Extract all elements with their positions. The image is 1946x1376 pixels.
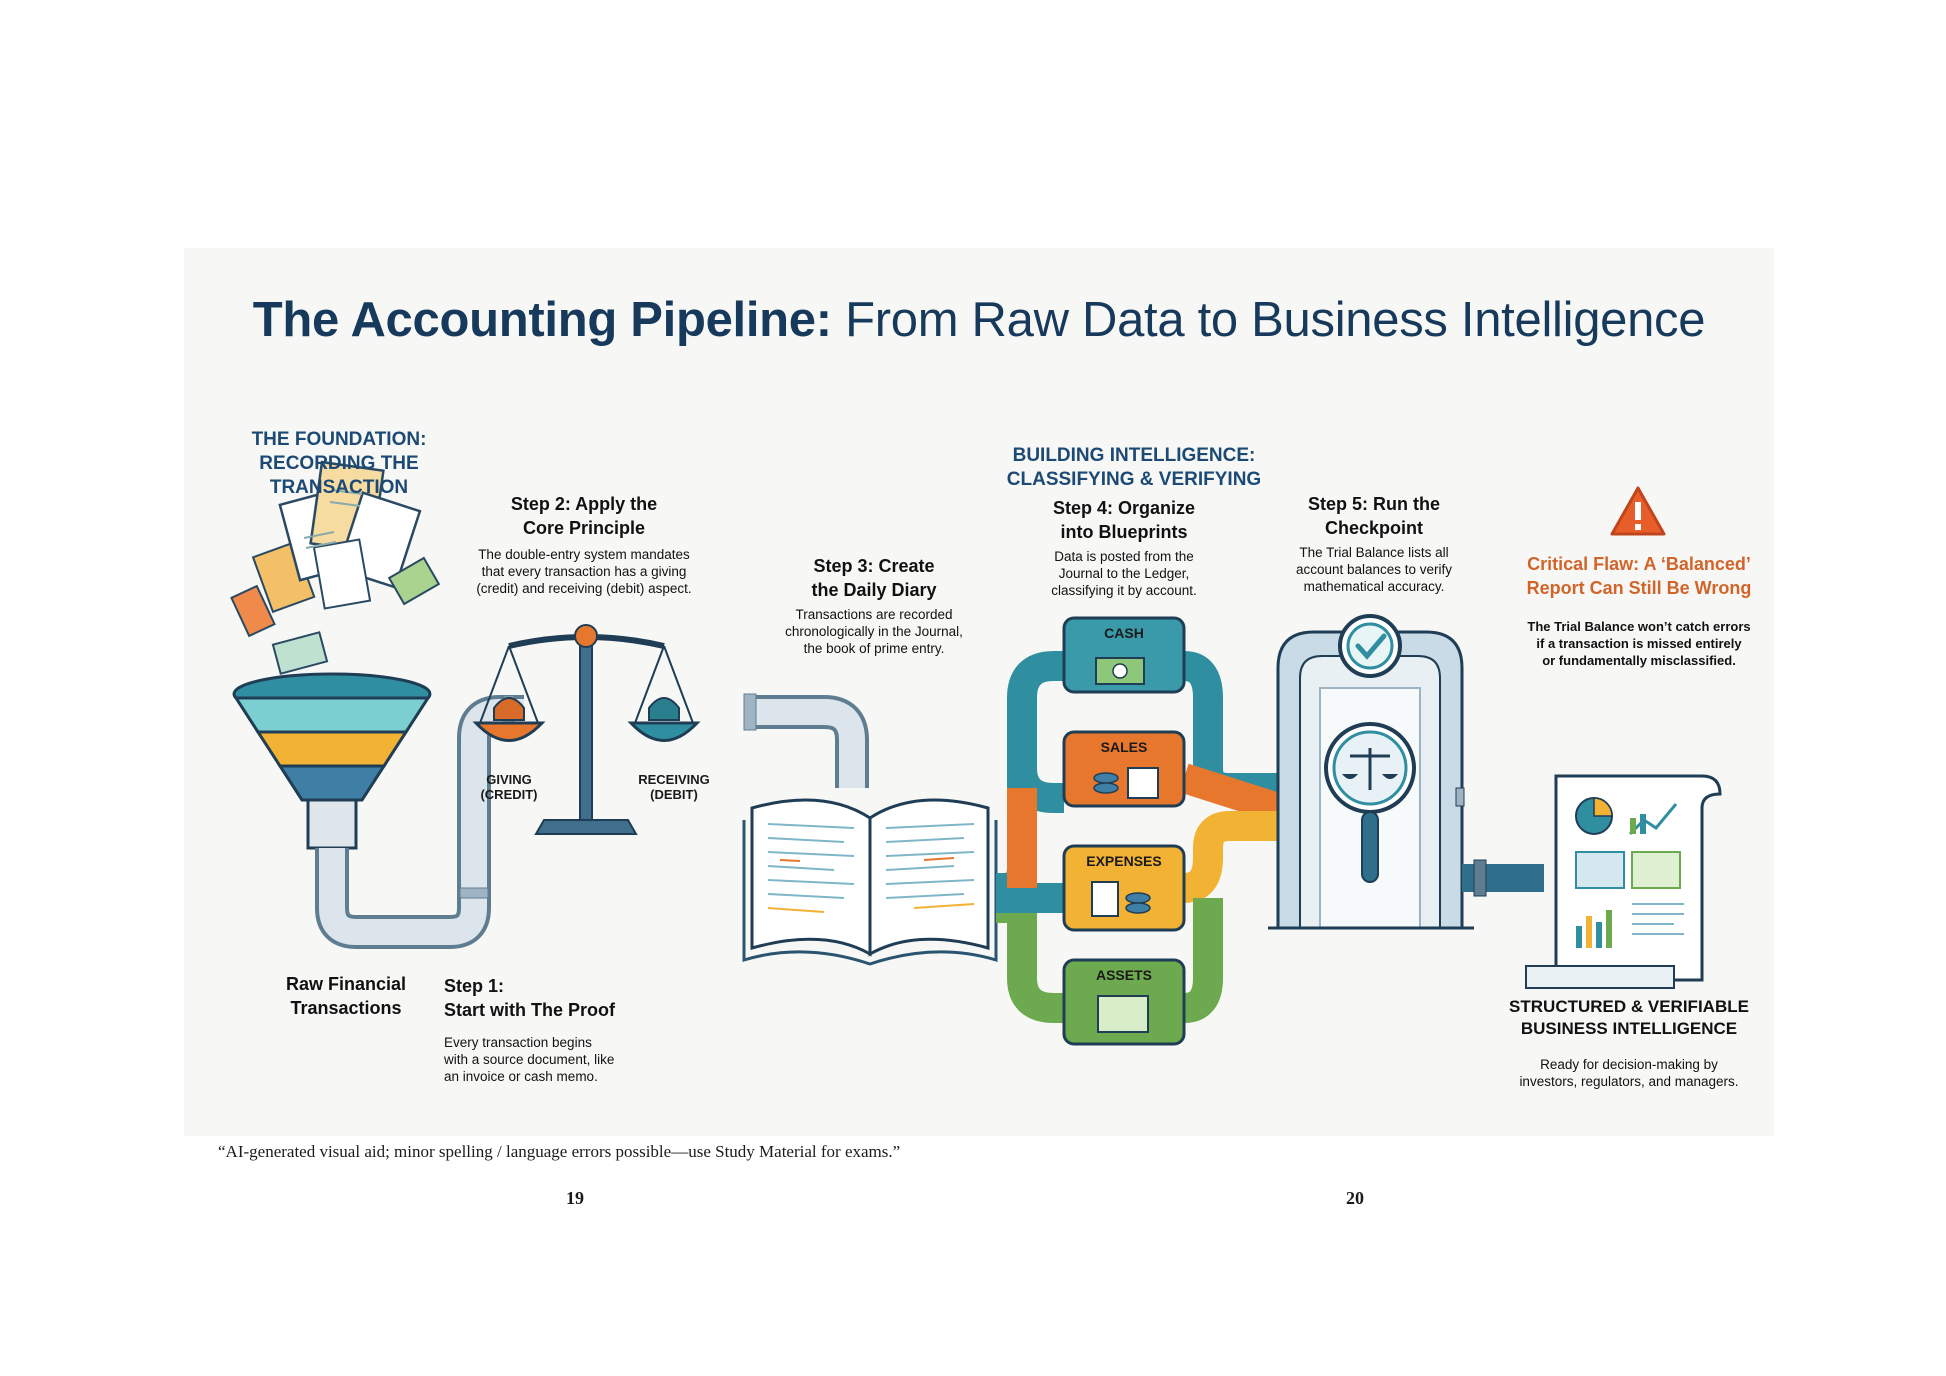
critical-flaw-desc [1504,618,1774,669]
title-strong: The Accounting Pipeline: [252,293,832,347]
section-foundation-line: RECORDING THE [259,453,419,474]
step-desc-line: Journal to the Ledger, [1058,566,1190,581]
step-title-line: Step 3: Create [813,556,935,576]
title-rest: From Raw Data to Business Intelligence [845,293,1706,347]
warning-icon [1612,488,1664,534]
ledger-label-assets: ASSETS [1095,967,1153,983]
checkpoint-gate-icon [1268,616,1474,928]
ledger-account-cash [1064,618,1184,692]
scale-label-line: (DEBIT) [650,787,698,802]
step-4-title [1024,496,1224,544]
scale-label-line: GIVING [486,772,532,787]
step-title-line: Core Principle [522,518,646,538]
ledger-pipes [996,666,1278,1008]
step-title-line: Start with The Proof [444,1000,615,1020]
step-desc-line: the book of prime entry. [803,641,945,656]
section-foundation-line: TRANSACTION [269,477,409,498]
step-desc-line: chronologically in the Journal, [785,624,963,639]
ledger-account-sales [1064,732,1184,806]
journal-book-icon [744,800,996,964]
scale-debit-label [624,772,724,802]
flaw-desc-line: if a transaction is missed entirely [1536,636,1742,651]
step-desc-line: account balances to verify [1295,562,1453,577]
step-title-line: Checkpoint [1324,518,1423,538]
raw-label-line: Raw Financial [285,974,407,994]
section-foundation-line: THE FOUNDATION: [251,429,427,450]
outcome-desc-line: investors, regulators, and managers. [1519,1074,1739,1089]
funnel-icon [234,674,430,848]
step-2-desc [454,546,714,597]
infographic-panel [184,248,1774,1136]
flaw-desc-line: The Trial Balance won’t catch errors [1527,619,1751,634]
step-desc-line: with a source document, like [444,1052,615,1067]
step-1-title [444,974,684,1022]
step-4-desc [1014,548,1234,599]
critical-flaw-title [1504,552,1774,600]
flaw-desc-line: or fundamentally misclassified. [1542,653,1736,668]
step-2-title [474,492,694,540]
report-document-icon [1526,776,1720,988]
ledger-label-expenses: EXPENSES [1086,853,1162,869]
page-number-right: 20 [1346,1188,1364,1208]
ledger-account-expenses [1064,846,1184,930]
step-title-line: Step 4: Organize [1052,498,1196,518]
step-desc-line: that every transaction has a giving [481,564,687,579]
step-title-line: the Daily Diary [811,580,937,600]
section-building-line: CLASSIFYING & VERIFYING [1006,469,1262,490]
ledger-label-sales: SALES [1100,739,1148,755]
ai-disclaimer-note: “AI-generated visual aid; minor spelling / language errors possible—use Study Material for exams.” [218,1142,901,1161]
step-desc-line: The double-entry system mandates [478,547,690,562]
ledger-label-cash: CASH [1104,625,1144,641]
outcome-desc [1484,1056,1774,1090]
scale-label-line: (CREDIT) [480,787,538,802]
step-desc-line: mathematical accuracy. [1303,579,1445,594]
step-desc-line: Data is posted from the [1054,549,1194,564]
ledger-account-assets [1064,960,1184,1044]
flaw-title-line: Report Can Still Be Wrong [1526,578,1752,598]
flaw-title-line: Critical Flaw: A ‘Balanced’ [1527,554,1751,574]
outcome-desc-line: Ready for decision-making by [1540,1057,1718,1072]
step-desc-line: Every transaction begins [444,1035,592,1050]
outcome-title-line: BUSINESS INTELLIGENCE [1520,1019,1738,1038]
raw-transactions-label [266,972,426,1020]
outcome-title [1484,996,1774,1040]
section-foundation [204,428,474,500]
step-desc-line: an invoice or cash memo. [444,1069,598,1084]
step-title-line: Step 1: [444,976,505,996]
step-5-title [1274,492,1474,540]
step-desc-line: (credit) and receiving (debit) aspect. [476,581,692,596]
scale-credit-label [464,772,554,802]
step-desc-line: Transactions are recorded [795,607,953,622]
section-building [984,444,1284,492]
step-title-line: into Blueprints [1060,522,1188,542]
outcome-title-line: STRUCTURED & VERIFIABLE [1509,997,1749,1016]
step-5-desc [1264,544,1484,595]
scale-label-line: RECEIVING [638,772,710,787]
step-desc-line: The Trial Balance lists all [1299,545,1449,560]
step-title-line: Step 5: Run the [1307,494,1440,514]
balance-scale-icon [476,625,697,834]
step-3-title [774,554,974,602]
section-building-line: BUILDING INTELLIGENCE: [1012,445,1256,466]
raw-label-line: Transactions [290,998,402,1018]
step-title-line: Step 2: Apply the [510,494,658,514]
page-number-left: 19 [566,1188,584,1208]
step-1-desc [444,1034,684,1085]
step-desc-line: classifying it by account. [1051,583,1197,598]
step-3-desc [754,606,994,657]
